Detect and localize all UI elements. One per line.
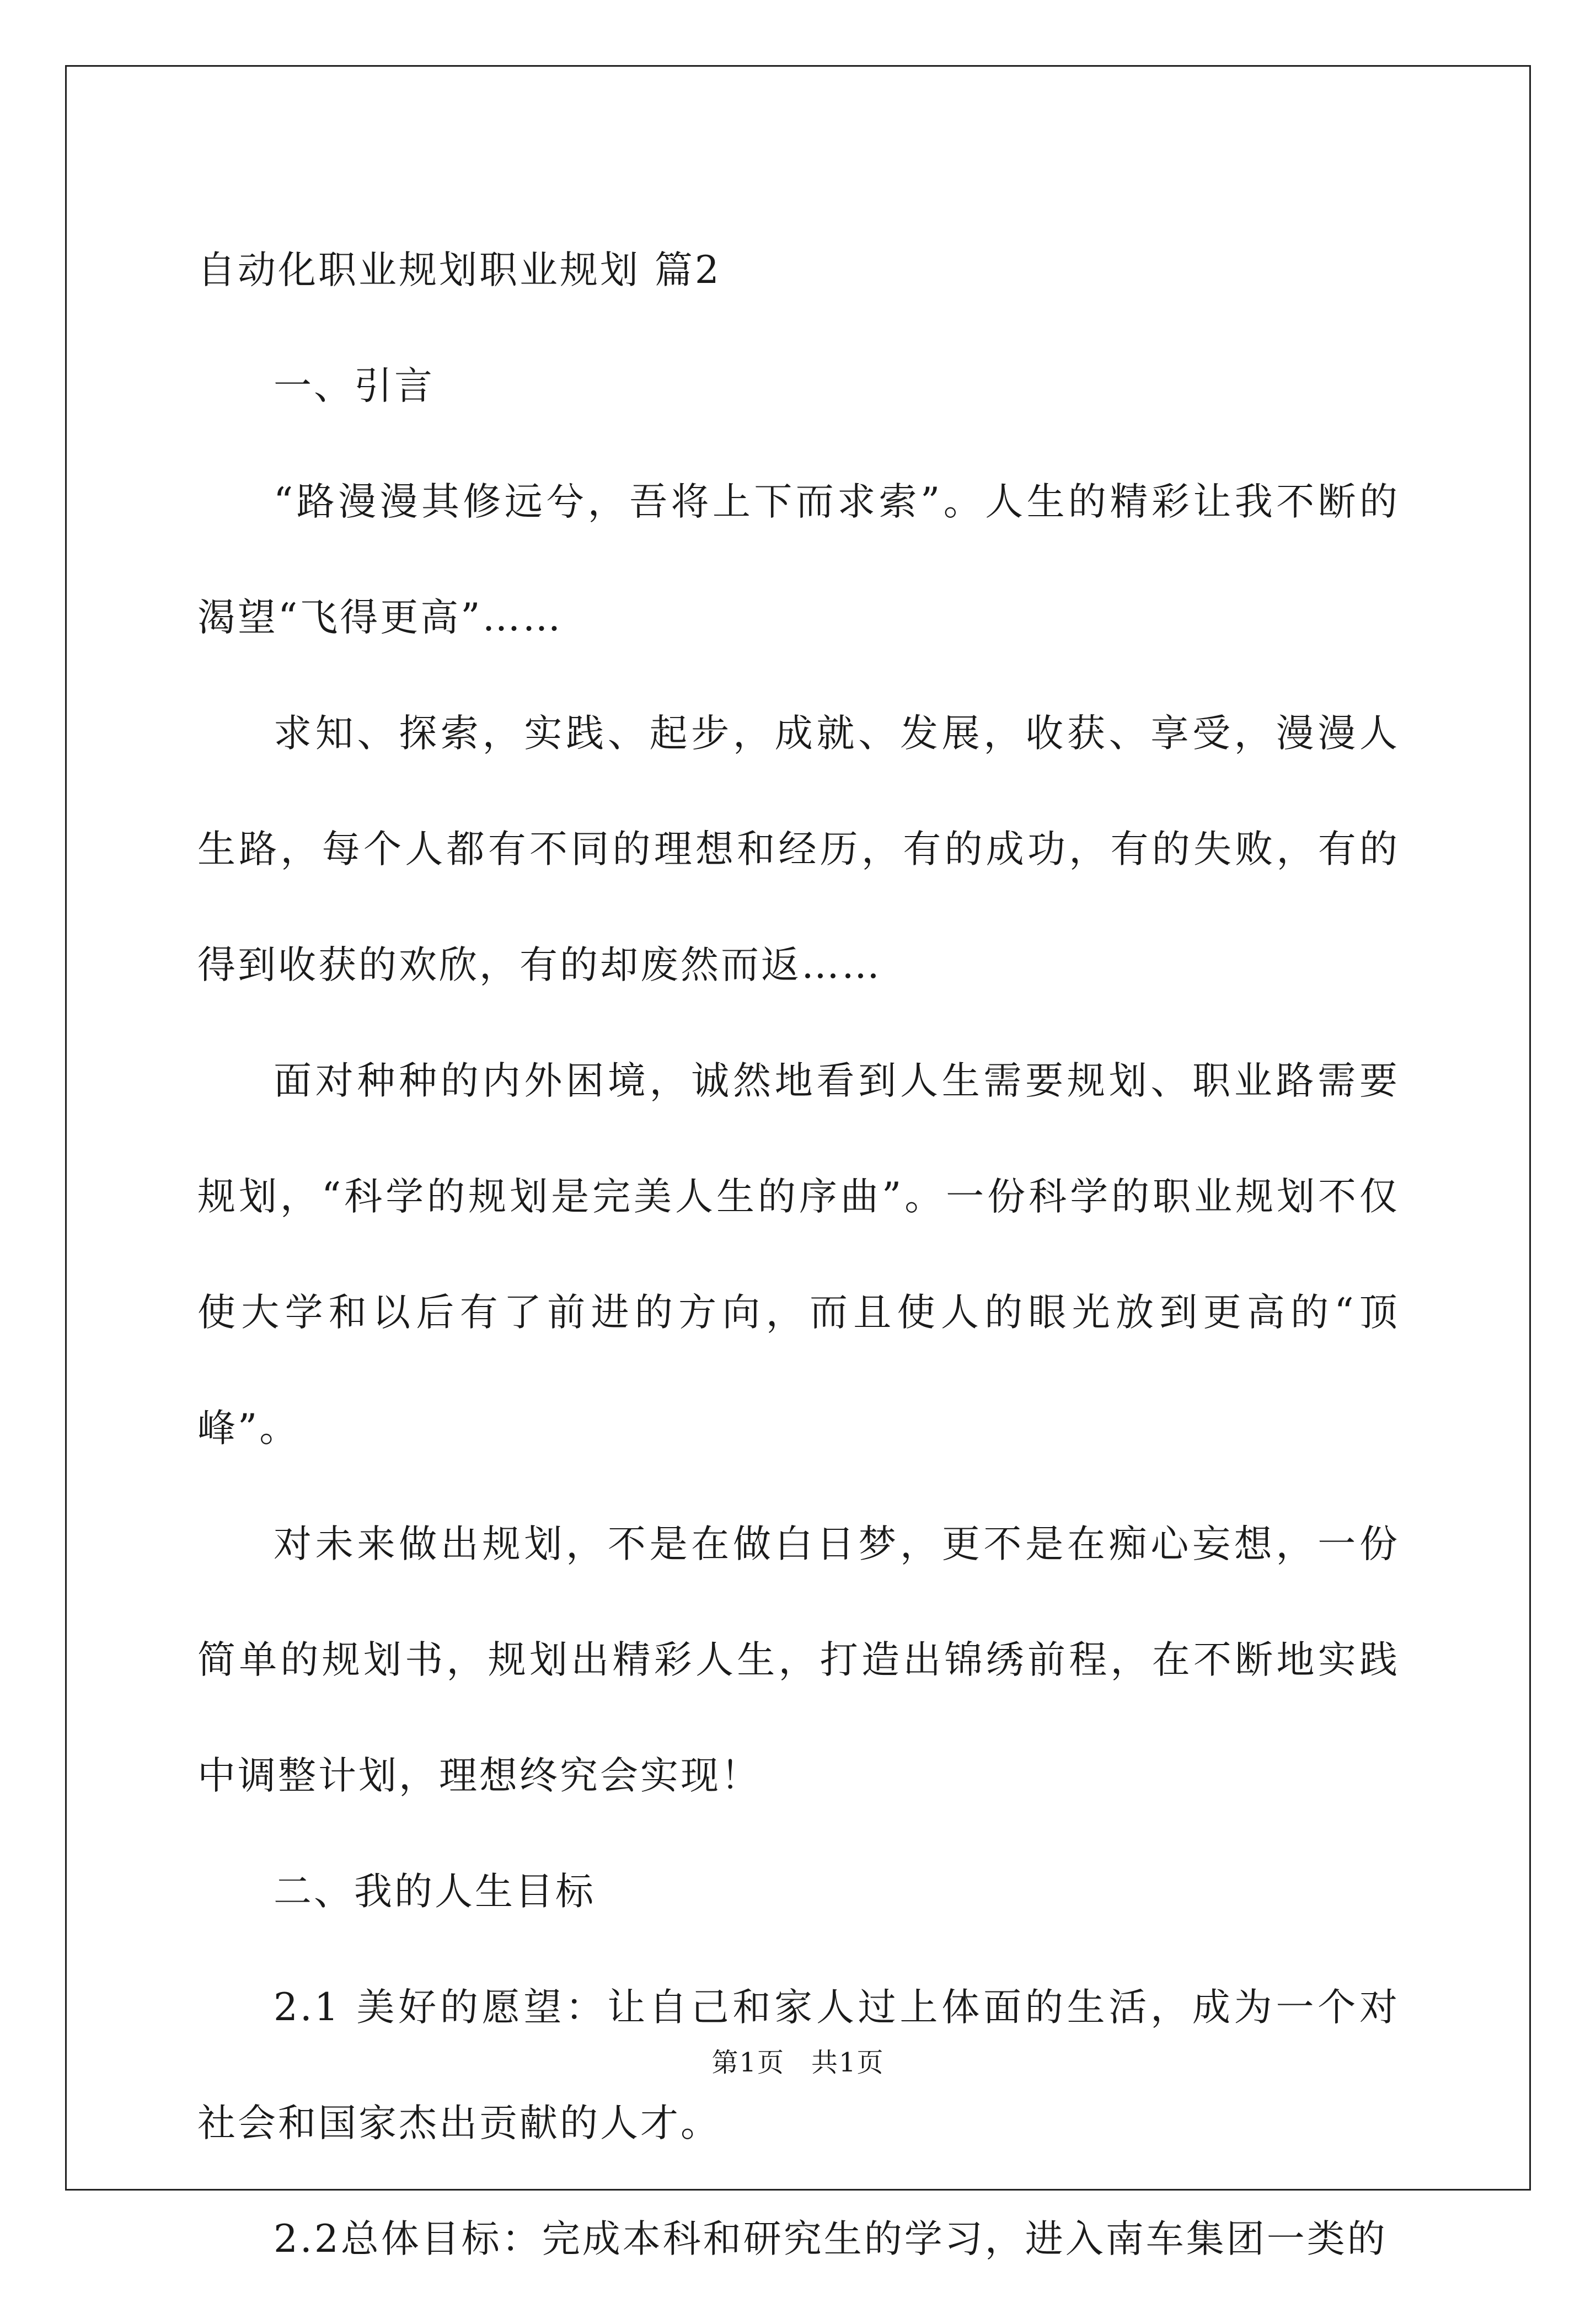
paragraph: 面对种种的内外困境，诚然地看到人生需要规划、职业路需要规划，“科学的规划是完美人生的序曲”。一份科学的职业规划不仅使大学和以后有了前进的方向，而且使人的眼光放到更高的“顶峰”。 <box>197 1059 1400 1450</box>
document-body <box>197 212 1400 2297</box>
section-heading-life-goals: 二、我的人生目标 <box>274 1870 596 1914</box>
paragraph: 对未来做出规划，不是在做白日梦，更不是在痴心妄想，一份简单的规划书，规划出精彩人生，打造出锦绣前程，在不断地实践中调整计划，理想终究会实现！ <box>197 1522 1400 1798</box>
paragraph: 2.2总体目标：完成本科和研究生的学习，进入南车集团一类的 <box>274 2217 1388 2261</box>
paragraph: 2.1 美好的愿望：让自己和家人过上体面的生活，成为一个对社会和国家杰出贡献的人才。 <box>197 1985 1400 2145</box>
page-number: 第1页 <box>711 2047 785 2078</box>
page-footer <box>0 2046 1596 2079</box>
document-title: 自动化职业规划职业规划 篇2 <box>197 248 721 292</box>
page-total: 共1页 <box>811 2047 885 2078</box>
section-heading-introduction: 一、引言 <box>274 364 435 408</box>
paragraph: 求知、探索，实践、起步，成就、发展，收获、享受，漫漫人生路，每个人都有不同的理想和经历，有的成功，有的失败，有的得到收获的欢欣，有的却废然而返…… <box>197 711 1400 987</box>
paragraph: “路漫漫其修远兮，吾将上下而求索”。人生的精彩让我不断的渴望“飞得更高”…… <box>197 480 1400 640</box>
